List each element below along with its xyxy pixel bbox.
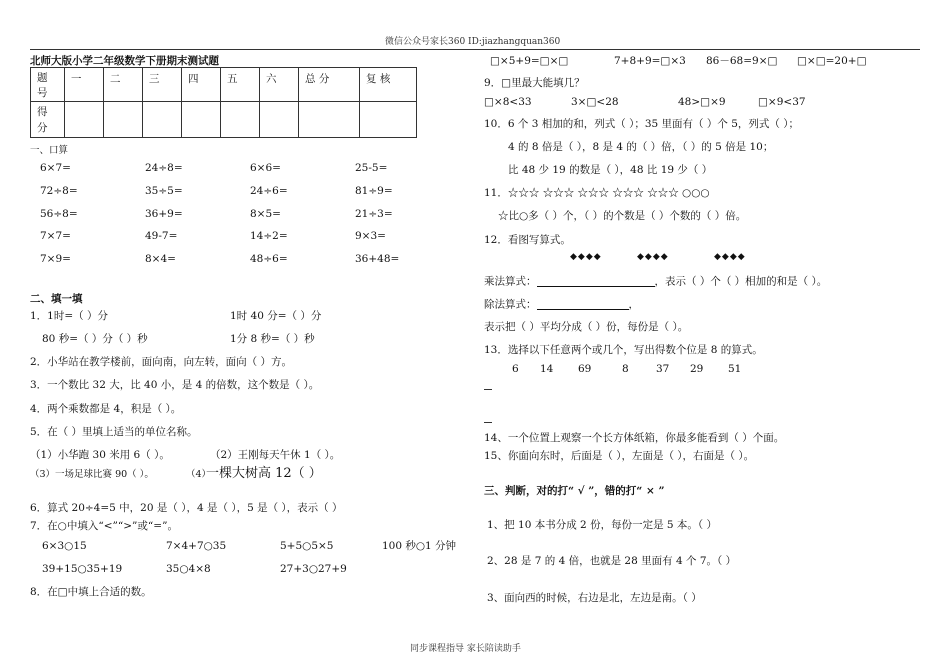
mul-answer-blank[interactable]: [537, 276, 655, 287]
header-rule: [30, 49, 920, 50]
question-9: 9．□里最大能填几？: [484, 77, 585, 89]
score-table: [30, 67, 417, 138]
score-header-cell: 复 核: [366, 73, 391, 85]
calc-item: 24÷6=: [250, 185, 288, 197]
calc-item: 72÷8=: [40, 185, 78, 197]
judge-item-1: 1、把 10 本书分成 2 份，每份一定是 5 本。（ ）: [487, 519, 718, 531]
question-10b: 4 的 8 倍是（ ），8 是 4 的（ ）倍，（ ）的 5 倍是 10；: [508, 141, 774, 153]
compare-item: 100 秒○1 分钟: [382, 540, 457, 552]
compare-item: 35○4×8: [166, 563, 211, 575]
number-choice: 8: [622, 363, 629, 375]
question-5c: （3）一场足球比赛 90（ ）。: [30, 469, 154, 480]
page-title: 北师大版小学二年级数学下册期末测试题: [30, 55, 219, 67]
score-cell[interactable]: [143, 102, 182, 138]
question-5a: （1）小华跑 30 米用 6（ ）。: [30, 449, 170, 461]
div-rest: ，: [628, 298, 639, 311]
score-cell[interactable]: [299, 102, 360, 138]
fill-item: 7+8+9=□×3: [614, 55, 686, 67]
calc-item: 7×9=: [40, 253, 71, 265]
question-11a: 11．☆☆☆ ☆☆☆ ☆☆☆ ☆☆☆ ☆☆☆ ○○○: [484, 187, 710, 199]
compare-item: 5+5○5×5: [280, 540, 334, 552]
question-1d: 1分 8 秒=（ ）秒: [230, 333, 315, 345]
judge-item-2: 2、28 是 7 的 4 倍，也就是 28 里面有 4 个 7。（ ）: [487, 555, 737, 567]
question-8: 8．在□中填上合适的数。: [30, 586, 152, 598]
question-13: 13．选择以下任意两个或几个，写出得数个位是 8 的算式。: [484, 344, 763, 356]
score-cell[interactable]: [360, 102, 417, 138]
calc-item: 25-5=: [355, 162, 388, 174]
calc-item: 36+48=: [355, 253, 400, 265]
diamond-group: ◆◆◆◆: [714, 252, 746, 262]
score-cell[interactable]: [65, 102, 104, 138]
score-row-label: 得 分: [37, 106, 48, 135]
calc-item: 35÷5=: [145, 185, 183, 197]
score-header-cell: 三: [149, 73, 160, 85]
footer-note: 同步课程指导 家长陪读助手: [410, 644, 521, 654]
calc-item: 24÷8=: [145, 162, 183, 174]
calc-item: 81÷9=: [355, 185, 393, 197]
number-choice: 69: [578, 363, 592, 375]
score-cell[interactable]: [260, 102, 299, 138]
score-header-cell: 四: [188, 73, 199, 85]
score-header-cell: 一: [71, 73, 82, 85]
section-1-title: 一、口算: [30, 145, 69, 156]
compare-item: 27+3○27+9: [280, 563, 347, 575]
calc-item: 14÷2=: [250, 230, 288, 242]
section-3-title: 三、判断，对的打“ √ ”，错的打“ × ”: [484, 485, 665, 497]
question-5d: 一棵大树高 12（ ）: [206, 466, 322, 481]
mul-label: 乘法算式：: [484, 275, 537, 288]
question-4: 4．两个乘数都是 4，积是（ ）。: [30, 403, 182, 415]
question-1b: 1时 40 分=（ ）分: [230, 310, 322, 322]
score-header-cell: 总 分: [305, 73, 330, 85]
header-note: 微信公众号家长360 ID:jiazhangquan360: [385, 37, 561, 47]
question-10a: 10．6 个 3 相加的和，列式（ ）；35 里面有（ ）个 5，列式（ ）；: [484, 118, 799, 130]
calc-item: 48÷6=: [250, 253, 288, 265]
mul-rest: ，表示（ ）个（ ）相加的和是（ ）。: [654, 275, 828, 288]
calc-item: 49-7=: [145, 230, 178, 242]
number-choice: 37: [656, 363, 670, 375]
compare-item: 39+15○35+19: [42, 563, 123, 575]
question-2: 2．小华站在教学楼前，面向南，向左转，面向（ ）方。: [30, 356, 293, 368]
calc-item: 21÷3=: [355, 208, 393, 220]
score-header-cell: 题 号: [37, 72, 48, 100]
diamond-group: ◆◆◆◆: [637, 252, 669, 262]
fill-item: 86－68=9×□: [706, 55, 778, 67]
question-11b: ☆比○多（ ）个，（ ）的个数是（ ）个数的（ ）倍。: [498, 210, 747, 222]
calc-item: 6×7=: [40, 162, 71, 174]
question-15: 15、你面向东时，后面是（ ），左面是（ ），右面是（ ）。: [484, 450, 755, 462]
calc-item: 8×4=: [145, 253, 176, 265]
question-5b: （2）王刚每天午休 1（ ）。: [210, 449, 341, 461]
calc-item: 6×6=: [250, 162, 281, 174]
judge-item-3: 3、面向西的时候，右边是北，左边是南。（ ）: [487, 592, 702, 604]
number-choice: 51: [728, 363, 742, 375]
div-label: 除法算式：: [484, 298, 537, 311]
fill-item: □×5+9=□×□: [490, 55, 569, 67]
compare-item: 6×3○15: [42, 540, 87, 552]
div-expression-line: [484, 299, 639, 310]
answer-blank-line[interactable]: [484, 389, 492, 390]
question-1a: 1．1时=（ ）分: [30, 310, 108, 322]
diamond-group: ◆◆◆◆: [570, 252, 602, 262]
score-header-cell: 二: [110, 73, 121, 85]
max-fill-item: 3×□<28: [571, 96, 619, 108]
question-12: 12．看图写算式。: [484, 234, 571, 246]
question-6: 6．算式 20÷4=5 中，20 是（ ），4 是（ ），5 是（ ），表示（ ）: [30, 502, 343, 514]
score-cell[interactable]: [104, 102, 143, 138]
question-1c: 80 秒=（ ）分（ ）秒: [42, 333, 148, 345]
score-header-cell: 六: [266, 73, 277, 85]
question-3: 3．一个数比 32 大，比 40 小，是 4 的倍数，这个数是（ ）。: [30, 379, 320, 391]
question-5: 5．在（ ）里填上适当的单位名称。: [30, 426, 198, 438]
compare-item: 7×4+7○35: [166, 540, 227, 552]
question-5d-prefix: （4）: [186, 469, 212, 480]
calc-item: 56÷8=: [40, 208, 78, 220]
max-fill-item: □×8<33: [484, 96, 532, 108]
question-10c: 比 48 少 19 的数是（ ），48 比 19 少（ ）: [508, 164, 713, 176]
calc-item: 7×7=: [40, 230, 71, 242]
question-7: 7．在○中填入“<”“>”或“=”。: [30, 520, 178, 532]
number-choice: 14: [540, 363, 554, 375]
div-answer-blank[interactable]: [537, 299, 629, 310]
number-choice: 29: [690, 363, 704, 375]
calc-item: 8×5=: [250, 208, 281, 220]
calc-item: 9×3=: [355, 230, 386, 242]
fill-item: □×□=20+□: [797, 55, 867, 67]
answer-blank-line[interactable]: [484, 422, 492, 423]
score-header-cell: 五: [227, 73, 238, 85]
question-14: 14、一个位置上观察一个长方体纸箱，你最多能看到（ ）个面。: [484, 432, 785, 444]
section-2-title: 二、填一填: [30, 293, 83, 305]
max-fill-item: □×9<37: [758, 96, 806, 108]
max-fill-item: 48>□×9: [678, 96, 726, 108]
question-12c: 表示把（ ）平均分成（ ）份，每份是（ ）。: [484, 321, 689, 333]
calc-item: 36+9=: [145, 208, 183, 220]
score-cell[interactable]: [221, 102, 260, 138]
number-choice: 6: [512, 363, 519, 375]
score-cell[interactable]: [182, 102, 221, 138]
mul-expression-line: [484, 276, 827, 287]
